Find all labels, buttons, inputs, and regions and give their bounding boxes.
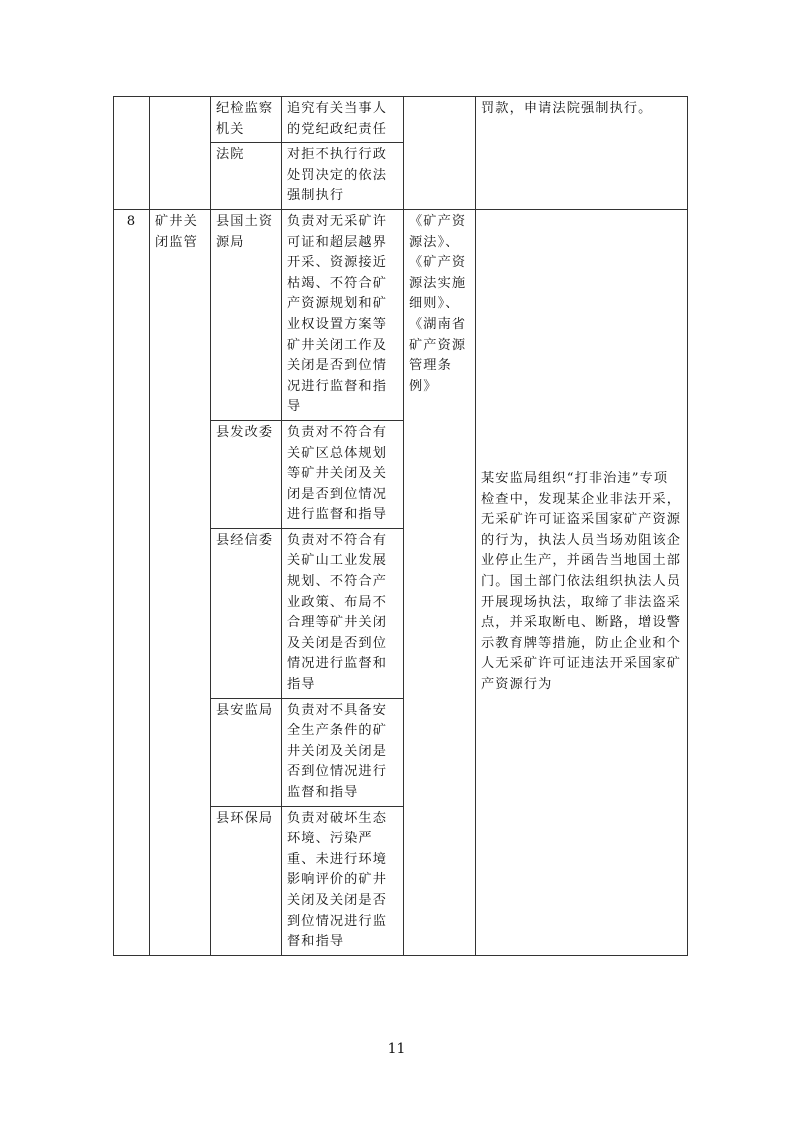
resp-cell: 对拒不执行行政处罚决定的依法强制执行 xyxy=(282,143,404,210)
basis-cell-empty xyxy=(404,97,476,210)
dept-cell: 县安监局 xyxy=(211,698,282,806)
legal-basis-cell: 《矿产资源法》、《矿产资源法实施细则》、《湖南省矿产资源管理条例》 xyxy=(404,209,476,955)
item-cell-empty xyxy=(150,97,211,210)
resp-cell: 追究有关当事人的党纪政纪责任 xyxy=(282,97,404,143)
item-name: 矿井关闭监管 xyxy=(150,209,211,955)
table-row xyxy=(114,97,688,143)
dept-cell: 县发改委 xyxy=(211,420,282,528)
resp-cell: 负责对无采矿许可证和超层越界开采、资源接近枯竭、不符合矿产资源规划和矿业权设置方案等矿井关闭工作及关闭是否到位情况进行监督和指导 xyxy=(282,209,404,420)
case-cell: 罚款，申请法院强制执行。 xyxy=(476,97,688,210)
resp-cell: 负责对破坏生态环境、污染严重、未进行环境影响评价的矿井关闭及关闭是否到位情况进行监督和指导 xyxy=(282,806,404,955)
resp-cell: 负责对不具备安全生产条件的矿井关闭及关闭是否到位情况进行监督和指导 xyxy=(282,698,404,806)
dept-cell: 法院 xyxy=(211,143,282,210)
resp-cell: 负责对不符合有关矿山工业发展规划、不符合产业政策、布局不合理等矿井关闭及关闭是否到位情况进行监督和指导 xyxy=(282,528,404,698)
dept-cell: 县经信委 xyxy=(211,528,282,698)
resp-cell: 负责对不符合有关矿区总体规划等矿井关闭及关闭是否到位情况进行监督和指导 xyxy=(282,420,404,528)
dept-cell: 县环保局 xyxy=(211,806,282,955)
case-cell: 某安监局组织“打非治违”专项检查中，发现某企业非法开采，无采矿许可证盗采国家矿产资源的行为，执法人员当场劝阻该企业停止生产，并函告当地国土部门。国土部门依法组织执法人员开展现场执法，取缔了非法盗采点，并采取断电、断路，增设警示教育牌等措施，防止企业和个人无采矿许可证违法开采国家矿产资源行为 xyxy=(476,209,688,955)
page-number: 11 xyxy=(387,1041,406,1057)
row-number: 8 xyxy=(114,209,150,955)
dept-cell: 县国土资源局 xyxy=(211,209,282,420)
table-row xyxy=(114,209,688,420)
responsibility-table xyxy=(113,96,688,956)
number-cell-empty xyxy=(114,97,150,210)
dept-cell: 纪检监察机关 xyxy=(211,97,282,143)
